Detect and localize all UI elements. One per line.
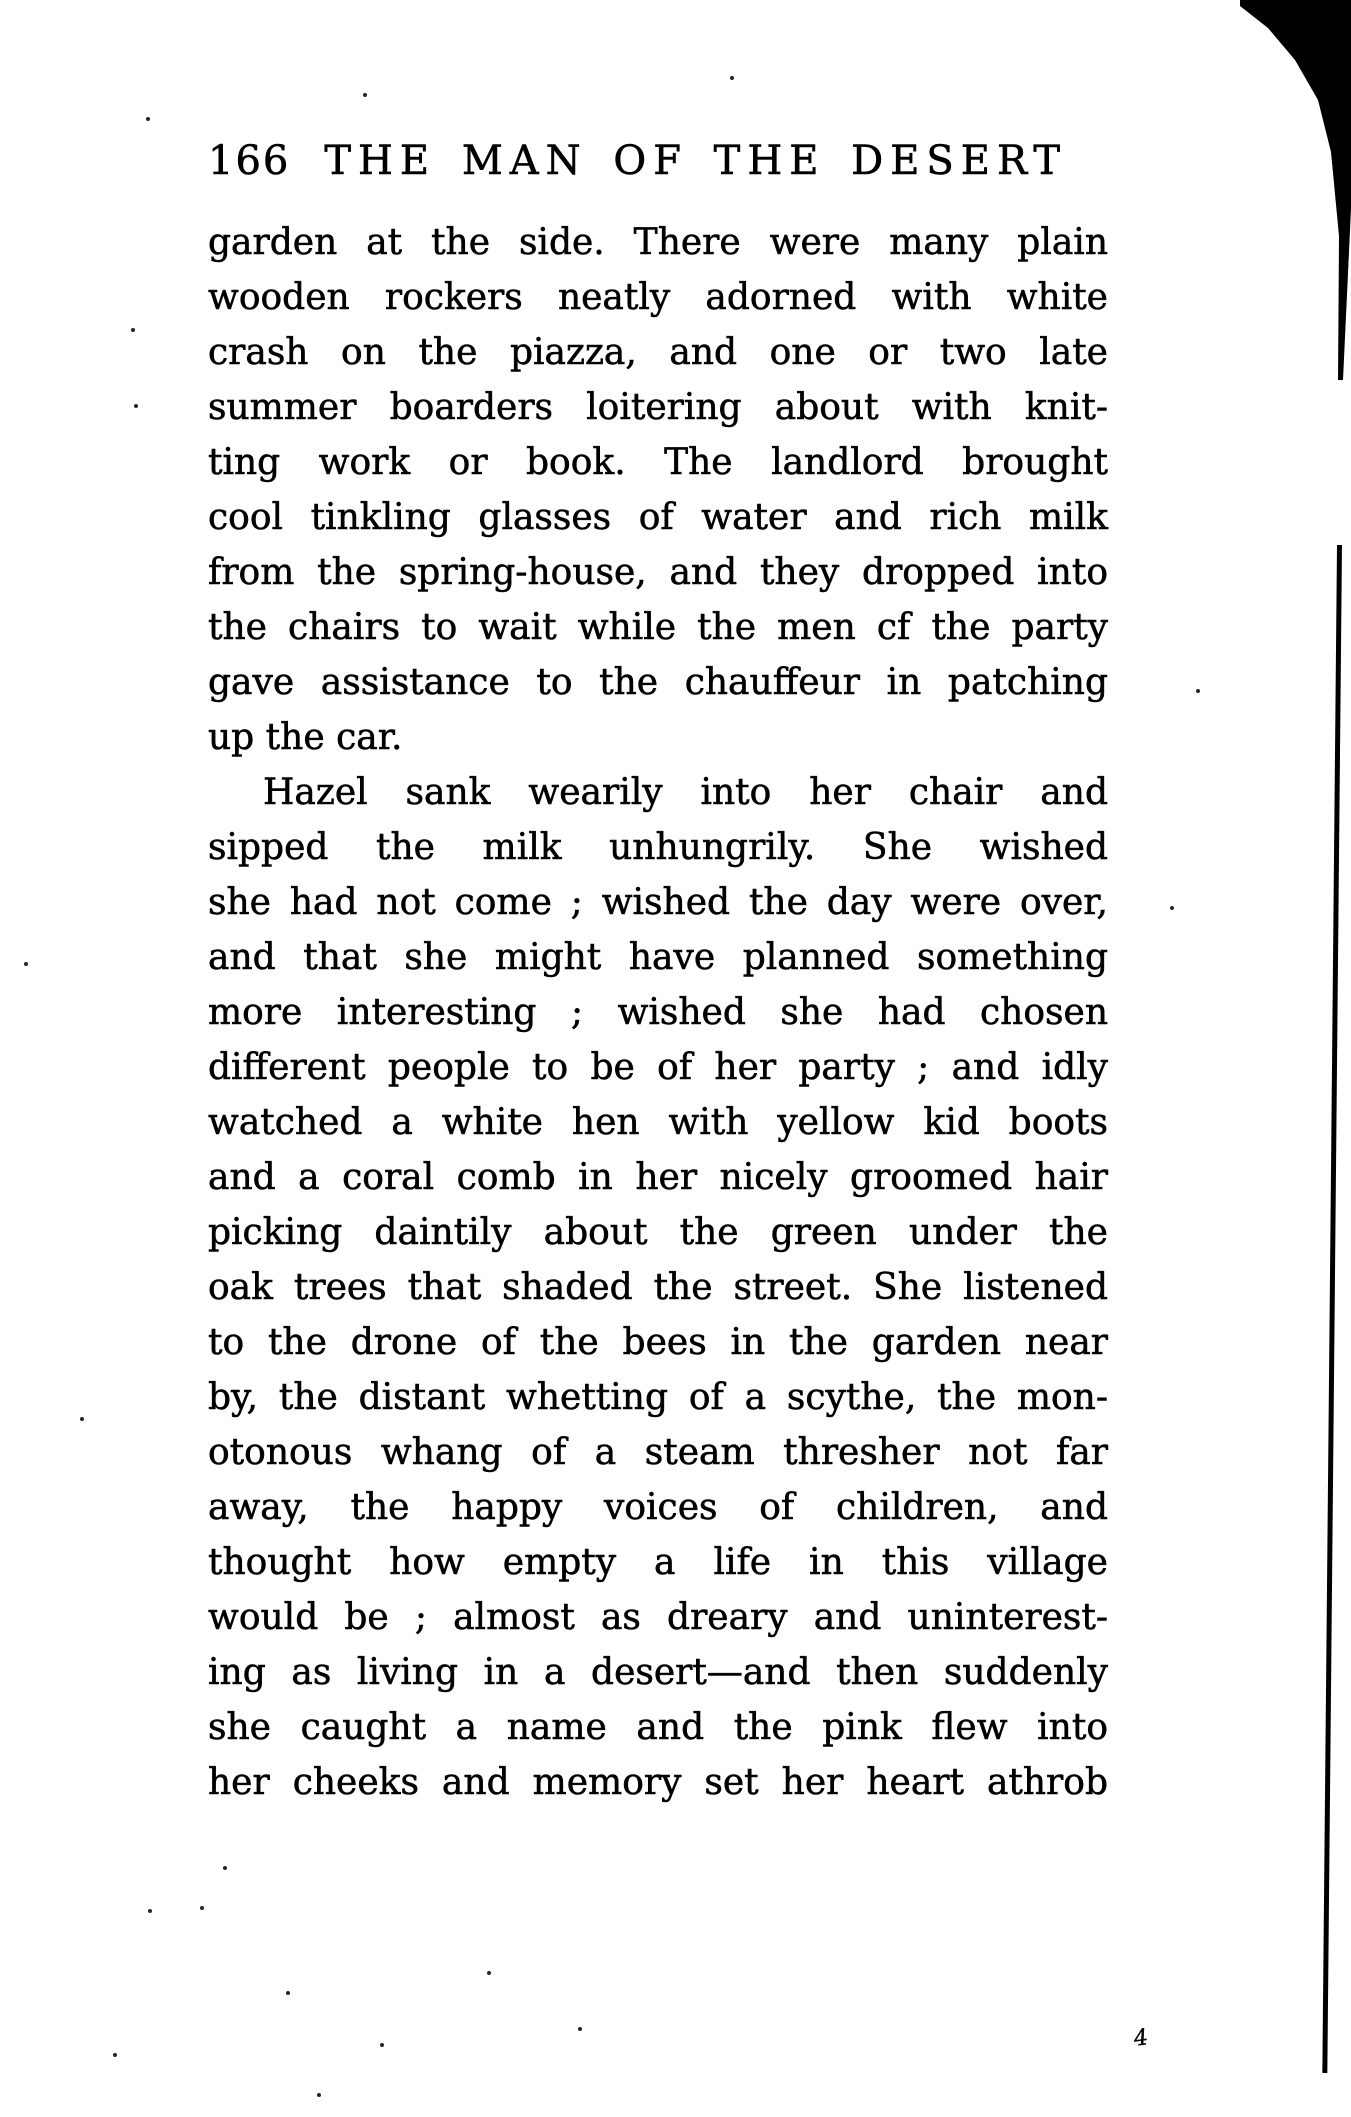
scan-speck [1196,689,1200,693]
text-line: she had not come ; wished the day were over, [208,882,1108,923]
corner-mark-artifact: 4 [1132,2025,1150,2052]
scan-speck [380,2043,384,2047]
text-line: from the spring-house, and they dropped into [208,552,1108,593]
text-line: summer boarders loitering about with knit- [208,387,1108,428]
scan-speck [80,1417,84,1421]
scan-speck [134,404,138,408]
scan-speck [286,1991,290,1995]
scan-speck [730,76,734,80]
text-line: watched a white hen with yellow kid boots [208,1102,1108,1143]
scan-speck [146,117,150,121]
scan-speck [487,1971,491,1975]
page-number: 166 [208,138,291,184]
text-line: the chairs to wait while the men cf the party [208,607,1108,648]
scan-speck [200,1906,204,1910]
text-line: cool tinkling glasses of water and rich milk [208,497,1108,538]
text-line: and a coral comb in her nicely groomed hair [208,1157,1108,1198]
body-text [208,215,1108,1810]
scan-speck [113,2053,117,2057]
ink-blob-artifact [1240,0,1351,380]
text-line: wooden rockers neatly adorned with white [208,277,1108,318]
text-line: away, the happy voices of children, and [208,1487,1108,1528]
scan-speck [223,1866,227,1870]
text-line: more interesting ; wished she had chosen [208,992,1108,1033]
text-line: to the drone of the bees in the garden near [208,1322,1108,1363]
scan-edge-line-artifact [1322,545,1342,2073]
text-line: up the car. [208,717,403,758]
text-line: gave assistance to the chauffeur in patching [208,662,1108,703]
text-line: ting work or book. The landlord brought [208,442,1108,483]
text-line: otonous whang of a steam thresher not far [208,1432,1108,1473]
scan-speck [1170,906,1174,910]
text-line: would be ; almost as dreary and uninterest- [208,1597,1108,1638]
text-line: and that she might have planned something [208,937,1108,978]
text-line: thought how empty a life in this village [208,1542,1108,1583]
scan-speck [131,328,135,332]
scan-speck [317,2093,321,2097]
text-line: garden at the side. There were many plain [208,222,1108,263]
text-line: oak trees that shaded the street. She listened [208,1267,1108,1308]
text-line: sipped the milk unhungrily. She wished [208,827,1108,868]
scan-speck [363,93,367,97]
text-line: she caught a name and the pink flew into [208,1707,1108,1748]
scan-speck [148,1909,152,1913]
text-line: picking daintily about the green under the [208,1212,1108,1253]
scan-speck [578,2027,582,2031]
text-line: her cheeks and memory set her heart athrob [208,1762,1108,1803]
text-line: ing as living in a desert—and then suddenly [208,1652,1108,1693]
scan-speck [24,962,28,966]
text-line: crash on the piazza, and one or two late [208,332,1108,373]
page-header [208,138,1067,184]
text-line: different people to be of her party ; and idly [208,1047,1108,1088]
page-title: THE MAN OF THE DESERT [324,138,1068,184]
text-line: by, the distant whetting of a scythe, the mon- [208,1377,1108,1418]
text-line: Hazel sank wearily into her chair and [263,772,1108,813]
